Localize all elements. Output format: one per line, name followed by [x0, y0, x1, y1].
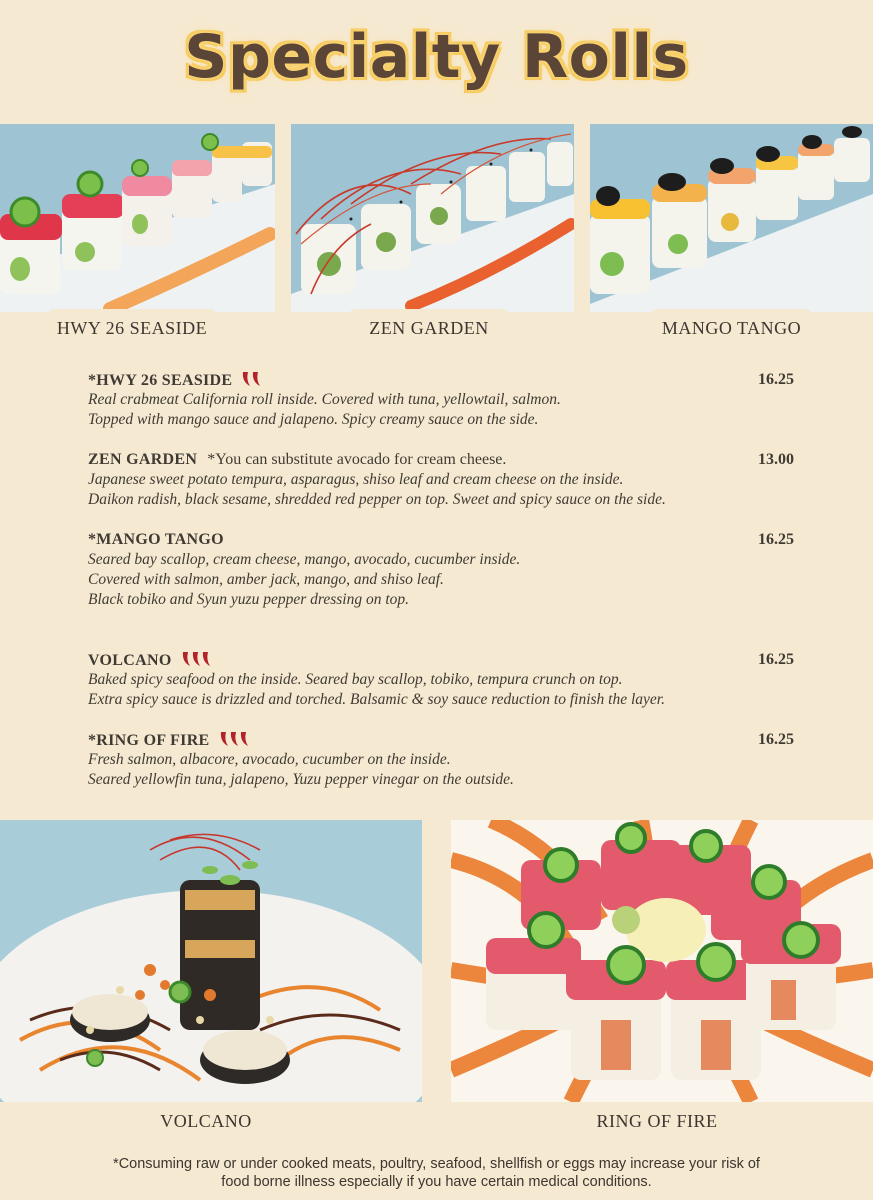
item-note: *You can substitute avocado for cream cheese.	[207, 451, 507, 468]
caption-mango-tango: MANGO TANGO	[650, 309, 813, 347]
photo-hwy-26-seaside	[0, 124, 275, 312]
photo-ring-of-fire	[451, 820, 873, 1102]
item-name: *HWY 26 SEASIDE	[88, 372, 233, 389]
item-price: 16.25	[758, 371, 794, 388]
item-description-line: Covered with salmon, amber jack, mango, and shiso leaf.	[88, 571, 444, 588]
menu-item-ring-of-fire	[88, 730, 798, 790]
caption-ring-of-fire: RING OF FIRE	[585, 1102, 729, 1140]
menu-item-hwy-26-seaside	[88, 370, 798, 430]
item-price: 16.25	[758, 531, 794, 548]
item-description-line: Black tobiko and Syun yuzu pepper dressing on top.	[88, 591, 409, 608]
item-description-line: Seared yellowfin tuna, jalapeno, Yuzu pepper vinegar on the outside.	[88, 771, 514, 788]
chili-pepper-icon	[218, 730, 258, 754]
health-disclaimer	[0, 1155, 873, 1191]
item-price: 16.25	[758, 651, 794, 668]
item-description-line: Daikon radish, black sesame, shredded red pepper on top. Sweet and spicy sauce on the side.	[88, 491, 666, 508]
item-name: ZEN GARDEN	[88, 451, 198, 468]
menu-item-volcano	[88, 650, 798, 710]
item-name: VOLCANO	[88, 652, 172, 669]
item-price: 16.25	[758, 731, 794, 748]
disclaimer-line: *Consuming raw or under cooked meats, poultry, seafood, shellfish or eggs may increase your risk of	[113, 1156, 760, 1172]
item-name: *MANGO TANGO	[88, 531, 224, 548]
item-description-line: Extra spicy sauce is drizzled and torched. Balsamic & soy sauce reduction to finish the layer.	[88, 691, 665, 708]
caption-zen-garden: ZEN GARDEN	[348, 309, 510, 347]
photo-zen-garden	[291, 124, 574, 312]
menu-item-zen-garden	[88, 450, 798, 510]
disclaimer-line: food borne illness especially if you have certain medical conditions.	[221, 1174, 652, 1190]
item-description-line: Fresh salmon, albacore, avocado, cucumber on the inside.	[88, 751, 451, 768]
item-description-line: Baked spicy seafood on the inside. Seared bay scallop, tobiko, tempura crunch on top.	[88, 671, 623, 688]
chili-pepper-icon	[180, 650, 220, 674]
photo-volcano	[0, 820, 422, 1102]
caption-volcano: VOLCANO	[148, 1102, 264, 1140]
item-description-line: Real crabmeat California roll inside. Covered with tuna, yellowtail, salmon.	[88, 391, 561, 408]
page-title: Specialty Rolls	[184, 22, 689, 92]
item-description-line: Topped with mango sauce and jalapeno. Spicy creamy sauce on the side.	[88, 411, 539, 428]
item-description-line: Seared bay scallop, cream cheese, mango, avocado, cucumber inside.	[88, 551, 521, 568]
item-price: 13.00	[758, 451, 794, 468]
chili-pepper-icon	[240, 370, 270, 394]
photo-mango-tango	[590, 124, 873, 312]
item-name: *RING OF FIRE	[88, 732, 210, 749]
menu-item-mango-tango	[88, 530, 798, 610]
item-description-line: Japanese sweet potato tempura, asparagus, shiso leaf and cream cheese on the inside.	[88, 471, 624, 488]
caption-hwy-26-seaside: HWY 26 SEASIDE	[47, 309, 217, 347]
